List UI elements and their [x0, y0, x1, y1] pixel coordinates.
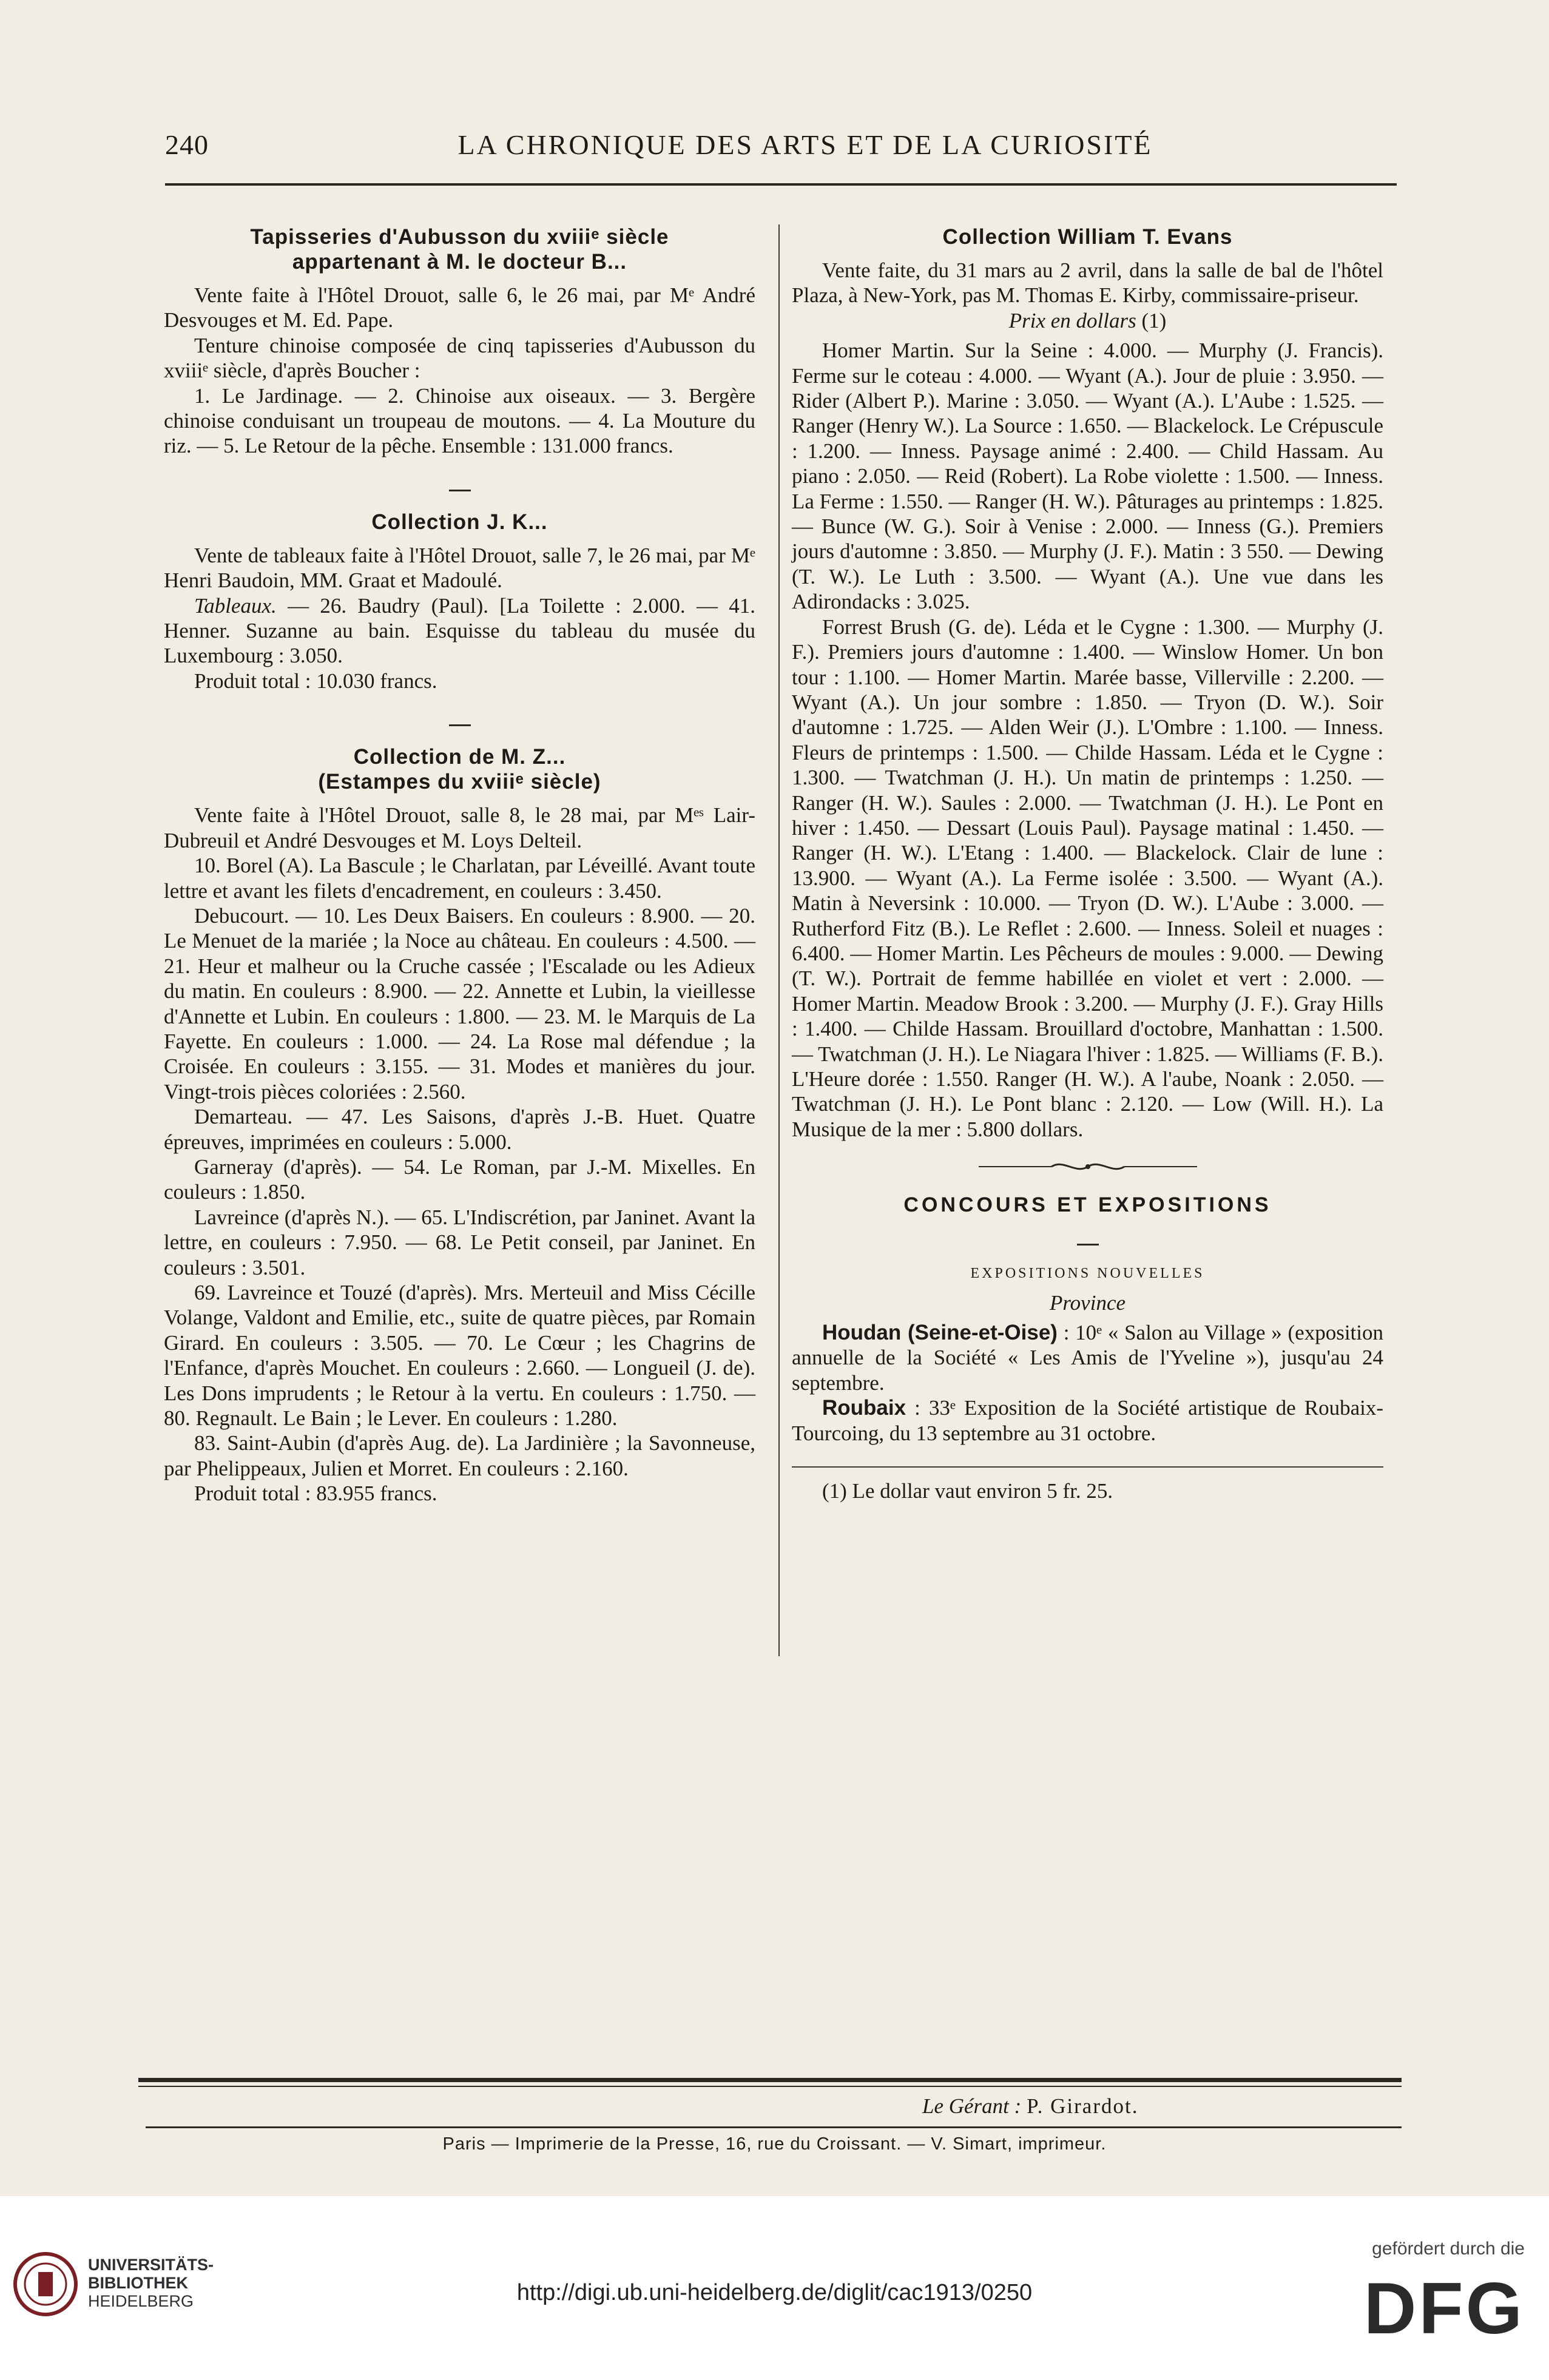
header-rule: [165, 183, 1397, 186]
paragraph: Debucourt. — 10. Les Deux Baisers. En couleurs : 8.900. — 20. Le Menuet de la mariée ; la Noce au château. En couleurs : 4.500. — 21. Heur et malheur ou la Cruche cassée ; l'Escalade ou les Adieux du matin. En couleurs : 8.900. — 22. Annette et Lubin, la vieillesse d'Annette et Lubin. En couleurs : 1.800. — 23. M. le Marquis de La Fayette. En couleurs : 1.000. — 24. La Rose mal défendue ; la Croisée. En couleurs : 3.155. — 31. Modes et manières du jour. Vingt-trois pièces coloriées : 2.560.: [164, 903, 755, 1104]
subheading-expositions: EXPOSITIONS NOUVELLES: [970, 1266, 1205, 1282]
paragraph-text: : 10ᵉ « Salon au Village » (exposition annuelle de la Société « Les Amis de l'Yveline »), jusqu'au 24 septembre.: [792, 1321, 1383, 1395]
footnote-ref: (1): [1136, 308, 1167, 332]
gerant-label: Le Gérant :: [922, 2094, 1027, 2118]
section-title-line: Tapisseries d'Aubusson du xviiiᵉ siècle: [250, 225, 669, 249]
paragraph: Vente faite, du 31 mars au 2 avril, dans la salle de bal de l'hôtel Plaza, à New-York, pas M. Thomas E. Kirby, commissaire-priseur.: [792, 258, 1383, 308]
bottom-rule: [138, 2078, 1402, 2082]
paragraph: Demarteau. — 47. Les Saisons, d'après J.-B. Huet. Quatre épreuves, imprimées en couleurs : 5.000.: [164, 1105, 755, 1154]
footnote: (1) Le dollar vaut environ 5 fr. 25.: [822, 1479, 1113, 1503]
separator: [792, 1226, 1383, 1250]
prices-label: Prix en dollars: [1008, 308, 1136, 332]
left-column: [164, 224, 755, 1506]
section-title-line: appartenant à M. le docteur B...: [292, 250, 627, 274]
paragraph: Garneray (d'après). — 54. Le Roman, par J.-M. Mixelles. En couleurs : 1.850.: [164, 1155, 755, 1204]
page-header: [165, 129, 1397, 165]
italic-label: Tableaux.: [194, 593, 277, 618]
library-name-line: BIBLIOTHEK: [88, 2274, 188, 2292]
separator: [164, 707, 755, 731]
ornament-icon: [979, 1158, 1197, 1176]
paragraph: [164, 593, 755, 669]
paragraph: 69. Lavreince et Touzé (d'après). Mrs. Merteuil and Miss Cécille Volange, Valdont and Emilie, etc., suite de quatre pièces, par Romain Girard. En couleurs : 3.505. — 70. Le Cœur ; les Chagrins de l'Enfance, d'après Mouchet. En couleurs : 2.660. — Longueil (J. de). Les Dons imprudents ; le Retour à la vertu. En couleurs : 1.750. — 80. Regnault. Le Bain ; le Lever. En couleurs : 1.280.: [164, 1281, 755, 1431]
paragraph: Vente de tableaux faite à l'Hôtel Drouot, salle 7, le 26 mai, par Mᵉ Henri Baudoin, MM. Graat et Madoulé.: [164, 543, 755, 593]
gerant-line: [922, 2094, 1138, 2119]
section-title-mz: [164, 744, 755, 794]
gerant-rule: [146, 2126, 1402, 2128]
paragraph: Homer Martin. Sur la Seine : 4.000. — Murphy (J. Francis). Ferme sur le coteau : 4.000. — Wyant (A.). Jour de pluie : 3.950. — Rider (Albert P.). Marine : 3.050. — Wyant (A.). L'Aube : 1.525. — Ranger (Henry W.). La Source : 1.650. — Blackelock. Le Crépuscule : 1.200. — Inness. Paysage animé : 2.400. — Child Hassam. Au piano : 2.050. — Reid (Robert). La Robe violette : 1.500. — Inness. La Ferme : 1.550. — Ranger (H. W.). Pâturages au printemps : 1.825. — Bunce (W. G.). Soir à Venise : 2.000. — Inness (G.). Premiers jours d'automne : 3.850. — Murphy (J. F.). Matin : 3 550. — Dewing (T. W.). Le Luth : 3.500. — Wyant (A.). Une vue dans les Adirondacks : 3.025.: [792, 339, 1383, 614]
paragraph-text: — 26. Baudry (Paul). [La Toilette : 2.000. — 41. Henner. Suzanne au bain. Esquisse du tableau du musée du Luxembourg : 3.050.: [164, 593, 755, 668]
prices-subheading: [792, 308, 1383, 333]
paragraph: Forrest Brush (G. de). Léda et le Cygne : 1.300. — Murphy (J. F.). Premiers jours d'automne : 1.400. — Winslow Homer. Un bon tour : 1.100. — Homer Martin. Marée basse, Villerville : 2.200. — Wyant (A.). Un jour sombre : 1.850. — Tryon (D. W.). Soir d'automne : 1.725. — Alden Weir (J.). L'Ombre : 1.100. — Inness. Fleurs de printemps : 1.500. — Childe Hassam. Léda et le Cygne : 1.300. — Twatchman (J. H.). Un matin de printemps : 1.250. — Ranger (H. W.). Saules : 2.000. — Twatchman (J. H.). Le Pont en hiver : 1.450. — Dessart (Louis Paul). Paysage matinal : 1.450. — Ranger (H. W.). L'Etang : 1.400. — Blackelock. Clair de lune : 13.900. — Wyant (A.). La Ferme isolée : 3.500. — Wyant (A.). Matin à Neversink : 10.000. — Tryon (D. W.). L'Aube : 3.000. — Rutherford Fitz (B.). Le Reflet : 2.600. — Inness. Soleil et nuages : 6.400. — Homer Martin. Les Pêcheurs de moules : 9.000. — Dewing (T. W.). Portrait de femme habillée en violet et vert : 2.000. — Homer Martin. Meadow Brook : 3.200. — Murphy (J. F.). Gray Hills : 1.400. — Childe Hassam. Brouillard d'octobre, Manhattan : 1.500. — Twatchman (J. H.). Le Niagara l'hiver : 1.825. — Williams (F. B.). L'Heure dorée : 1.550. Ranger (H. W.). A l'aube, Noank : 2.050. — Twatchman (J. H.). Le Pont blanc : 2.120. — Low (Will. H.). La Musique de la mer : 5.800 dollars.: [792, 615, 1383, 1141]
separator: [164, 472, 755, 496]
section-title-line: Collection de M. Z...: [353, 745, 566, 769]
footnote-rule: [792, 1466, 1383, 1468]
paragraph: 1. Le Jardinage. — 2. Chinoise aux oiseaux. — 3. Bergère chinoise conduisant un troupeau de moutons. — 4. La Mouture du riz. — 5. Le Retour de la pêche. Ensemble : 131.000 francs.: [164, 383, 755, 458]
right-column: [792, 224, 1383, 1503]
paragraph-text: : 33ᵉ Exposition de la Société artistique de Roubaix-Tourcoing, du 13 septembre au 31 octobre.: [792, 1396, 1383, 1445]
subheading-province: Province: [1049, 1290, 1126, 1315]
paragraph: Produit total : 10.030 francs.: [194, 669, 437, 693]
paragraph: Vente faite à l'Hôtel Drouot, salle 8, le 28 mai, par Mᵉˢ Lair-Dubreuil et André Desvouges et M. Loys Delteil.: [164, 803, 755, 852]
gerant-name: P. Girardot.: [1027, 2094, 1139, 2118]
bottom-rule: [138, 2086, 1402, 2087]
paragraph: Tenture chinoise composée de cinq tapisseries d'Aubusson du xviiiᵉ siècle, d'après Boucher :: [164, 333, 755, 383]
source-url-link[interactable]: http://digi.ub.uni-heidelberg.de/diglit/cac1913/0250: [516, 2280, 1033, 2305]
paragraph: [792, 1395, 1383, 1446]
running-title: LA CHRONIQUE DES ARTS ET DE LA CURIOSITÉ: [457, 129, 1153, 160]
section-title-aubusson: [164, 224, 755, 274]
paragraph: Lavreince (d'après N.). — 65. L'Indiscrétion, par Janinet. Avant la lettre, en couleurs : 7.950. — 68. Le Petit conseil, par Janinet. En couleurs : 3.501.: [164, 1205, 755, 1279]
library-name-line: UNIVERSITÄTS-: [88, 2256, 214, 2274]
paragraph: Produit total : 83.955 francs.: [194, 1482, 437, 1506]
column-divider: [778, 224, 780, 1656]
page-number: 240: [165, 129, 209, 160]
section-title-jk: Collection J. K...: [371, 510, 548, 534]
library-name-line: HEIDELBERG: [88, 2292, 194, 2310]
paragraph: Vente faite à l'Hôtel Drouot, salle 6, le 26 mai, par Mᵉ André Desvouges et M. Ed. Pape.: [164, 283, 755, 332]
place-name: Houdan (Seine-et-Oise): [822, 1321, 1058, 1345]
paragraph: [792, 1320, 1383, 1395]
funded-by-label: gefördert durch die: [1372, 2239, 1525, 2259]
section-title-evans: Collection William T. Evans: [942, 225, 1233, 249]
paragraph: 83. Saint-Aubin (d'après Aug. de). La Jardinière ; la Savonneuse, par Phelippeaux, Julien et Morret. En couleurs : 2.160.: [164, 1431, 755, 1480]
section-title-concours: CONCOURS ET EXPOSITIONS: [903, 1193, 1272, 1217]
section-title-line: (Estampes du xviiiᵉ siècle): [318, 770, 601, 794]
paragraph: 10. Borel (A). La Bascule ; le Charlatan, par Léveillé. Avant toute lettre et avant les filets d'encadrement, en couleurs : 3.450.: [164, 854, 755, 903]
imprint-line: Paris — Imprimerie de la Presse, 16, rue du Croissant. — V. Simart, imprimeur.: [442, 2134, 1107, 2154]
dfg-logo: DFG: [1363, 2268, 1525, 2349]
place-name: Roubaix: [822, 1396, 906, 1420]
